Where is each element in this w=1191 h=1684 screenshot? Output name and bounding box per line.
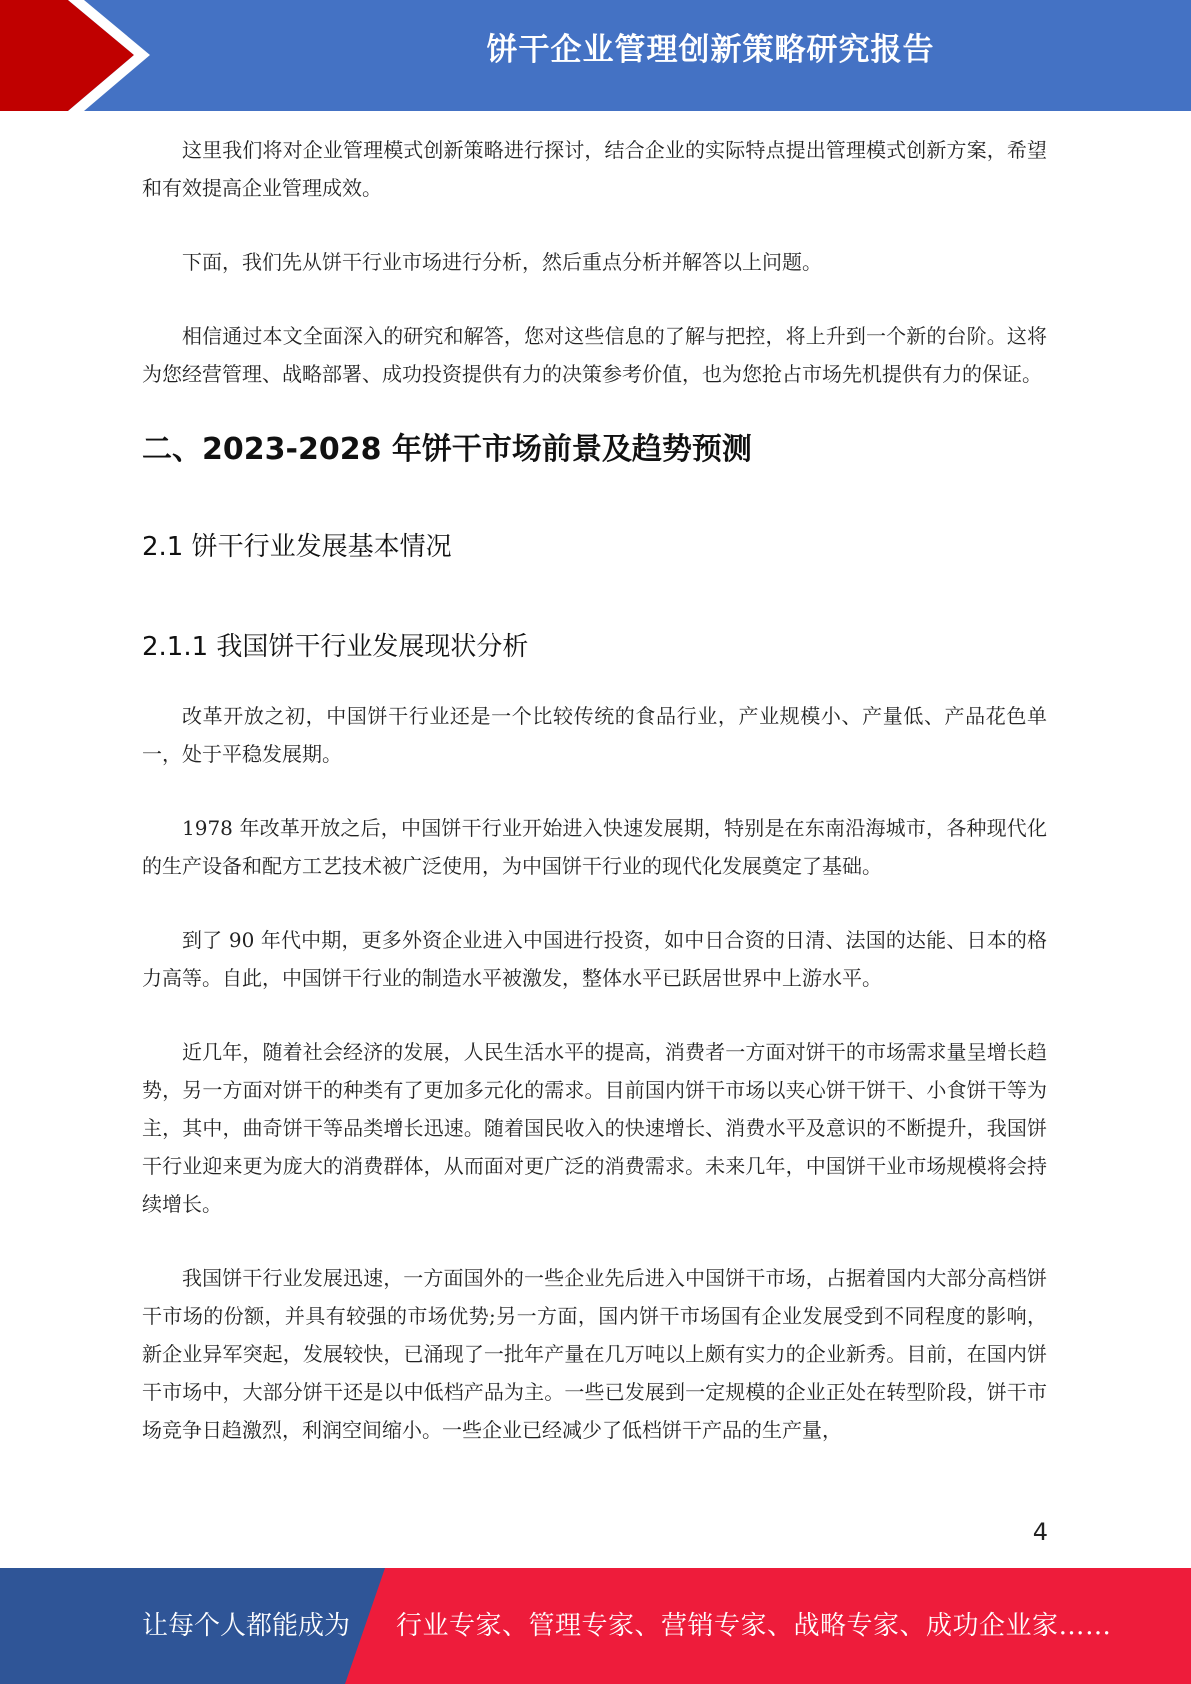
document-body — [142, 131, 1047, 1485]
report-title: 饼干企业管理创新策略研究报告 — [486, 32, 935, 68]
paragraph: 相信通过本文全面深入的研究和解答，您对这些信息的了解与把控，将上升到一个新的台阶。这将为您经营管理、战略部署、成功投资提供有力的决策参考价值，也为您抢占市场先机提供有力的保证。 — [142, 324, 1047, 386]
page-number: 4 — [1032, 1518, 1048, 1546]
paragraph: 1978 年改革开放之后，中国饼干行业开始进入快速发展期，特别是在东南沿海城市，各种现代化的生产设备和配方工艺技术被广泛使用，为中国饼干行业的现代化发展奠定了基础。 — [142, 816, 1047, 878]
page-footer — [0, 1568, 1191, 1684]
header-arrow-decoration — [0, 0, 160, 111]
paragraph: 下面，我们先从饼干行业市场进行分析，然后重点分析并解答以上问题。 — [182, 250, 822, 274]
subsubsection-heading: 2.1.1 我国饼干行业发展现状分析 — [142, 632, 529, 662]
footer-slogan-left: 让每个人都能成为 — [142, 1611, 351, 1641]
page-header — [0, 0, 1191, 111]
paragraph: 我国饼干行业发展迅速，一方面国外的一些企业先后进入中国饼干市场，占据着国内大部分高档饼干市场的份额，并具有较强的市场优势;另一方面，国内饼干市场国有企业发展受到不同程度的影响，新企业异军突起，发展较快，已涌现了一批年产量在几万吨以上颇有实力的企业新秀。目前，在国内饼干市场中，大部分饼干还是以中低档产品为主。一些已发展到一定规模的企业正处在转型阶段，饼干市场竞争日趋激烈，利润空间缩小。一些企业已经减少了低档饼干产品的生产量， — [142, 1266, 1047, 1442]
paragraph: 改革开放之初，中国饼干行业还是一个比较传统的食品行业，产业规模小、产量低、产品花色单一，处于平稳发展期。 — [142, 704, 1047, 766]
paragraph: 这里我们将对企业管理模式创新策略进行探讨，结合企业的实际特点提出管理模式创新方案，希望和有效提高企业管理成效。 — [142, 138, 1047, 200]
paragraph: 到了 90 年代中期，更多外资企业进入中国进行投资，如中日合资的日清、法国的达能、日本的格力高等。自此，中国饼干行业的制造水平被激发，整体水平已跃居世界中上游水平。 — [142, 928, 1047, 990]
section-heading: 二、2023-2028 年饼干市场前景及趋势预测 — [142, 432, 752, 467]
paragraph: 近几年，随着社会经济的发展，人民生活水平的提高，消费者一方面对饼干的市场需求量呈增长趋势，另一方面对饼干的种类有了更加多元化的需求。目前国内饼干市场以夹心饼干饼干、小食饼干等为主，其中，曲奇饼干等品类增长迅速。随着国民收入的快速增长、消费水平及意识的不断提升，我国饼干行业迎来更为庞大的消费群体，从而面对更广泛的消费需求。未来几年，中国饼干业市场规模将会持续增长。 — [142, 1040, 1047, 1216]
subsection-heading: 2.1 饼干行业发展基本情况 — [142, 532, 452, 562]
footer-slogan-right: 行业专家、管理专家、营销专家、战略专家、成功企业家…… — [396, 1611, 1112, 1641]
